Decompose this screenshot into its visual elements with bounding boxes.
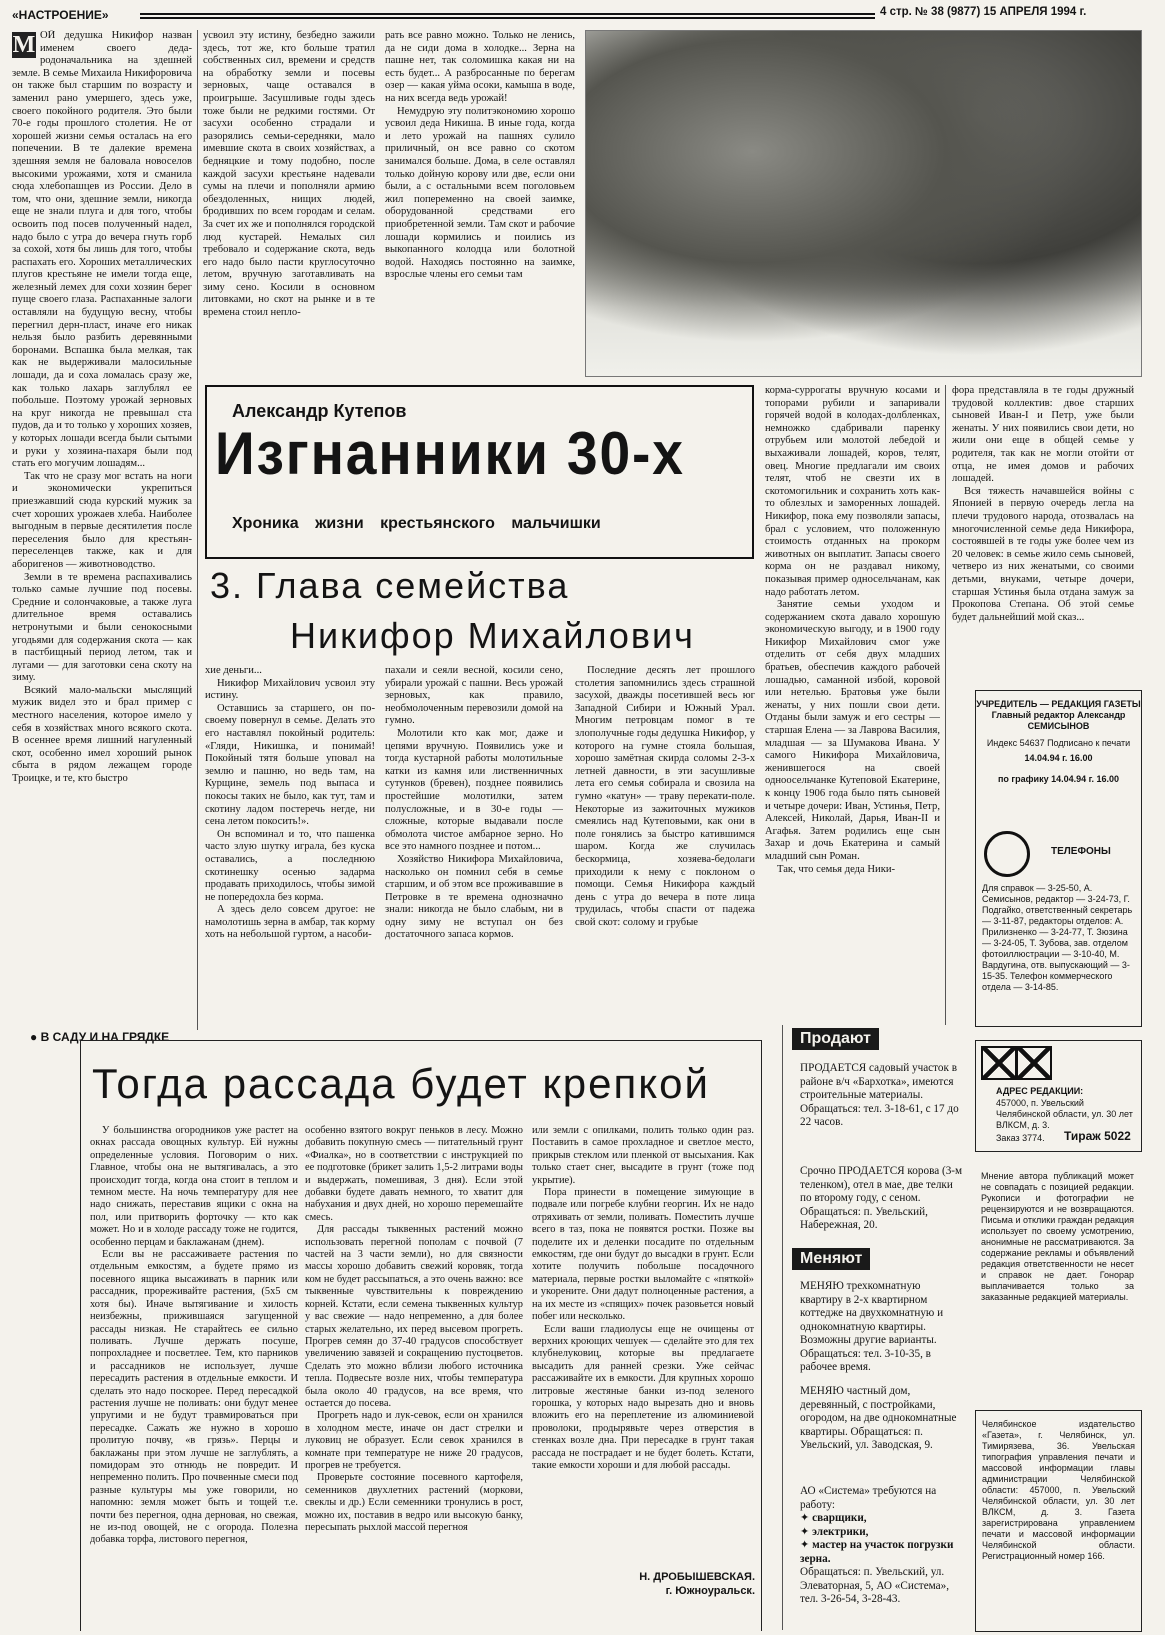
disclaimer-box <box>975 1165 1140 1405</box>
article-paragraph: Немудрую эту политэкономию хорошо усвоил деда Никиша. В иные года, когда и лето урожай на пашнях сулило приличный, он все равно со скотом занимался больше. Дома, в селе оставлял только дойную корову или две, если они были, а с остальными всем поголовьем жил попеременно на своей заимке, оборудованной средствами его приобретенной земли. Там скот и рабочие лошади кормились и поились из выкопанного колодца или болотной водой. Находясь постоянно на заимке, взрослые члены его семьи там <box>385 105 575 281</box>
column-divider <box>782 1025 783 1630</box>
garden-column-1 <box>90 1125 298 1630</box>
garden-paragraph: Прогреть надо и лук-севок, если он хранился в холодном месте, иначе он даст стрелки и луковиц не образует. Если севок хранился в комнате при температуре не ниже 20 градусов, прогрев не требуется. <box>305 1410 523 1471</box>
garden-column-3 <box>532 1125 754 1565</box>
signature-city: г. Южноуральск. <box>665 1585 755 1597</box>
article-title: Изгнанники 30-х <box>215 420 685 487</box>
article-author: Александр Кутепов <box>232 401 407 421</box>
publisher-text: Челябинское издательство «Газета», г. Челябинск, ул. Тимирязева, 36. Увельская типография управления печати и массовой информации главы администрации Челябинской области: 457000, п. Увельский Челябинской области, ул. 30 лет ВЛКСМ, д. 3. Газета зарегистрирована управлением печати и массовой информации Челябинской области. Регистрационный номер 166. <box>982 1419 1135 1561</box>
bullet-icon: ✦ <box>800 1525 813 1538</box>
ad-text: МЕНЯЮ трехкомнатную квартиру в 2-х квартирном коттедже на двухкомнатную и однокомнатную квартиры. Возможны другие варианты. <box>800 1280 944 1346</box>
phones-label: ТЕЛЕФОНЫ <box>1051 846 1111 857</box>
sell-ad-2 <box>800 1165 965 1233</box>
garden-rubric: ● В САДУ И НА ГРЯДКЕ <box>30 1030 170 1044</box>
article-text: хие деньги... <box>205 665 262 676</box>
garden-paragraph: Если ваши гладиолусы еще не очищены от верхних кроющих чешуек — сделайте это для тех клубнелуковиц, которые вы предлагаете высадить для ранней срезки. Уже сейчас рассаживайте их в емкости. Для крупных хорошо литровые жестяные банки из-под зеленого горошка, у которых надо вырезать дно и вновь вложить его на переплетение из алюминиевой проволоки, продырявьте через отверстия в стенках возле дна. При пересадке в грунт такая рассада не пострадает и не будет болеть. Кстати, такие емкости хороши и для любой рассады. <box>532 1323 754 1471</box>
article-paragraph: Вся тяжесть начавшейся войны с Японией в первую очередь легла на плечи трудового народа, отозвалась на многочисленной семье деда Никифора, состоявшей в те годы уже более чем из 20 человек: в семье жило семь сыновей, четверо из них женатыми, со своими детьми, внуками, четыре дочери, старшая Устинья была отдана замуж за Прокопова Степана. Об этой семье будет дальнейший мой сказ... <box>952 485 1134 623</box>
imprint-index: Индекс 54637 Подписано к печати <box>986 738 1131 748</box>
ad-contact: Обращаться: тел. 3-18-61, с 17 до 22 часов. <box>800 1102 959 1128</box>
imprint-box <box>975 690 1142 1027</box>
garden-paragraph: Проверьте состояние посевного картофеля, семенников двухлетних растений (моркови, свеклы и др.) Если семенники тронулись в рост, можно их, поставив в ведро или высокую банку, пересыпать рыхлой массой перегноя <box>305 1472 523 1533</box>
article-paragraph: Он вспоминал и то, что пашенка часто злую шутку играла, без куска оставались, а последнюю скотинешку осенью задарма продавать приходилось, чтобы зимой не попередохла без корма. <box>205 828 375 903</box>
section-label: «НАСТРОЕНИЕ» <box>12 8 109 22</box>
garden-text: или земли с опилками, полить только один раз. Поставить в самое прохладное и светлое место, прикрыв стеклом или пленкой от высыхания. Как только стает снег, высадите в грунт (тоже под укрытие). <box>532 1125 754 1186</box>
disclaimer-text: Мнение автора публикаций может не совпадать с позицией редакции. Рукописи и фотографии не рецензируются и не возвращаются. Письма и отклики граждан редакция использует по своему усмотрению, анонимные не рассматриваются. За содержание рекламы и объявлений редакция ответственности не несет и справок не дает. Гонорар выплачивается только за заказанные редакцией материалы. <box>981 1171 1134 1302</box>
article-paragraph: Хозяйство Никифора Михайловича, насколько он помнил себя в семье старшим, и об этом все проживавшие в Петровке в те времена однозначно знали: никогда не было слабым, ни в одну зиму не вступал он без достаточного запаса кормов. <box>385 853 563 941</box>
article-text: фора представляла в те годы дружный трудовой коллектив: двое старших сыновей Иван-I и Петр, уже были женаты. У них появились свои дети, но жили они еще в общей семье у родителя, так как не могли отойти от отца, не имея домов и рабочих лошадей. <box>952 385 1134 485</box>
signature-name: Н. ДРОБЫШЕВСКАЯ. <box>639 1571 755 1583</box>
article-text: рать все равно можно. Только не ленись, да не сиди дома в холодке... Зерна на пашне нет, так соломишка какая ни на есть будет... А разбросанные по берегам озер — какая уйма осоки, камыша в воде, на них всегда ведь урожай! <box>385 30 575 104</box>
garden-paragraph: Если вы не рассаживаете растения по отдельным емкостям, а будете прямо из посевного ящика высаживать в парник или рассадник, прореживайте растения, (5х5 см хотя бы). Иначе вытягивание и хилость неизбежны, прижившаяся загущенной рассады низкая. Не старайтесь ее сильно поливать. Лучше держать посуше, попрохладнее и посветлее. Тем, кто парников и рассадников не использует, лучше пересадить растения в отдельные емкости. И сделать это надо поскорее. Перед пересадкой растения лучше не поливать: они будут менее упругими и не будут травмироваться при пересадке. Сажать же нужно в хорошо пролитую почву, «в грязь». Перцы и баклажаны при этом лучше не заглублять, а помидорам это отнюдь не повредит. И непременно полить. Про почвенные смеси под разные культуры мы уже говорили, но напомню: земля может быть и тощей т.е. почти без перегноя, одна дерновая, но свежая, не из-под овощей, не с огорода. Полезна добавка торфа, листового перегноя, <box>90 1249 298 1546</box>
swap-ad-2 <box>800 1385 965 1453</box>
address-label: АДРЕС РЕДАКЦИИ: <box>996 1086 1084 1096</box>
article-paragraph: Всякий мало-мальски мыслящий мужик видел это и брал пример с местного населения, которое имело у себя в хозяйствах много всякого скота. В осеннее время лишний нагуленный скот, особенно имел хороший рынок сбыта в рядом лежащем городе Троицке, и те, кто быстро <box>12 684 192 785</box>
article-column-2 <box>203 30 375 380</box>
logo-icon <box>1016 1046 1052 1080</box>
article-text: ОЙ дедушка Никифор назван именем своего деда-родоначальника на здешней земле. В семье Михаила Никифоровича он также был старшим по возрасту и заменил рано умершего, здесь уже, своего покойного родителя. Это были 70-е годы прошлого столетия. Не от хорошей жизни семья осталась на его попечении. В те далекие времена здешняя земля не баловала новоселов высокими урожаями, хотя и сманила сюда хлебопашцев из России. Дело в том, что они, здешние земли, никогда еще не знали плуга и для того, чтобы освоить под посев полученный надел, надо было с утра до вечера гнуть горб за сохой, хотя бы лишь для того, чтобы распахать его. Хороших металлических плугов крестьяне не имели тогда еще, железный лемех для сохи хозяин берег пуще своего глаза. Распаханные залоги оставляли на будущую весну, чтобы перегнил дерн-пласт, иначе его никак нельзя было разбить деревянными боронами. Вспашка была мелкая, так как не выдерживали малосильные лошади, да и соха ломалась сразу же, как только лахарь заглублял ее побольше. Поэтому урожай зерновых на круг никогда не превышал ста пудов, да и то только у хороших хозяев, у которых лошади всегда были сытыми и руки у хозяина-пахаря были под стать его могучим лошадям... <box>12 30 192 470</box>
article-text: усвоил эту истину, безбедно зажили здесь, тот же, кто больше тратил собственных сил, времени и средств на обработку земли и посевы зерновых, чаще оставался в проигрыше. Засушливые годы здесь тоже были не редкими гостями. От засухи особенно страдали и разорялись семьи-середняки, мало имевшие скота в своих хозяйствах, а бедняцкие и тому подобно, после каждой засухи крестьяне надевали сумы на плечи и пополняли армию обездоленных, нищих людей, бродивших по всем городам и селам. За счет их же и пополнялся городской люд кустарей. Немалых сил требовало и содержание скота, ведь его надо было пасти круглосуточно летом, вручную заготавливать на зиму сено. Косили в основном литовками, но скот на рынке и в те времена стоил непло- <box>203 30 375 319</box>
bullet-icon: ✦ <box>800 1539 813 1551</box>
article-paragraph: Никифор Михайлович усвоил эту истину. <box>205 677 375 702</box>
job-item: ✦ электрики, <box>800 1525 869 1538</box>
article-paragraph: Последние десять лет прошлого столетия запомнились здесь страшной засухой, дважды посетившей весь юг Западной Сибири и Южный Урал. Многим петровцам помог в те злополучные годы дедушка Никифор, у которого на гумне стояла большая, хорошо замётная скирда соломы 2-3-х летней давности, в эти засушливые лета его семья собирала и свозила на гумно «катун» — траву перекати-поле. Некоторые из зажиточных мужиков смеялись над Кутеповыми, как они в поле гонялись за быстро катившимся шаром. Когда же случилась бескормица, хозяева-бедолаги приходили к нему с поклоном о помощи. Семья Никифора каждый день с утра до вечера в поте лица трудилась, чтобы спасти от падежа свой скот: солому и грубые <box>575 665 755 928</box>
swap-ad-1 <box>800 1280 965 1375</box>
sell-section-label: Продают <box>792 1028 879 1050</box>
ad-text: Срочно ПРОДАЕТСЯ корова (3-м теленком), отел в мае, две телки по второму году, с сеном. Обращаться: п. Увельский, Набережная, 20. <box>800 1165 963 1231</box>
article-column-4 <box>765 385 940 1020</box>
article-column-1 <box>12 30 192 1030</box>
article-paragraph: Оставшись за старшего, он по-своему повернул в семье. Делать это его наставлял покойный родитель: «Гляди, Никишка, и понимай! Покойный тятя больше уповал на землю и пашню, но ведь там, на Курщине, земель под выпаса и покосы таких не было, как тут, там и скотину ладом постеречь негде, ни сена летом покосить!». <box>205 702 375 828</box>
article-column-b <box>385 665 563 1030</box>
article-paragraph: Земли в те времена распахивались только самые лучшие под посевы. Средние и солончаковые, а также луга длительное время оставались нетронутыми и были сенокосными угодьями для содержания скота — как в пастбищный период летом, так и лугами — для заготовки сена скоту на зиму. <box>12 571 192 684</box>
chapter-title-line1: 3. Глава семейства <box>210 565 570 606</box>
garden-signature <box>535 1570 755 1598</box>
job-contact: Обращаться: п. Увельский, ул. Элеваторная, 5, АО «Система», тел. 3-26-54, 3-28-43. <box>800 1566 950 1605</box>
imprint-schedule: по графику 14.04.94 г. 16.00 <box>997 774 1119 784</box>
imprint-signed: 14.04.94 г. 16.00 <box>1024 753 1093 763</box>
imprint-phones: Для справок — 3-25-50, А. Семисынов, редактор — 3-24-73, Г. Подгайко, ответственный секретарь — 3-11-87, редакторы отделов: А. Прилизненко — 3-24-77, Т. Зюзина — 3-24-05, Т. Зубова, зав. отделом фотоиллюстрации — 3-10-40, М. Вардугина, отв. выпускающий — 3-15-35. Телефон коммерческого отдела — 3-14-85. <box>982 883 1133 992</box>
article-column-c <box>575 665 755 1030</box>
ad-contact: Обращаться: тел. 3-10-35, в рабочее время. <box>800 1347 931 1373</box>
landscape-photo <box>585 30 1142 377</box>
job-intro: АО «Система» требуются на работу: <box>800 1485 937 1511</box>
article-paragraph: Молотили кто как мог, даже и цепями вручную. Появились уже и тогда кустарной работы молотильные катки из камня или лиственничных сутунков (бревен), позднее появились простейшие молотилки, затем полусложные, и в 30-е годы — сложные, которые выдавали после обмолота чистое амбарное зерно. Но все это намного позднее и потом... <box>385 727 563 853</box>
garden-paragraph: У большинства огородников уже растет на окнах рассада овощных культур. Ей нужны определенные условия. Поговорим о них. Главное, чтобы она не вытягивалась, а это происходит тогда, когда она стоит в теплом и темном месте. На ночь температуру для нее надо снижать, переставив ящики с окна на пол, или притворить форточку — кто как может. Но и в холоде рассаду тоже не годится, особенно перцам и баклажанам (днем). <box>90 1125 298 1248</box>
article-paragraph: Занятие семьи уходом и содержанием скота давало хорошую экономическую выгоду, и в 1900 году Никифор Михайлович смог уже отделить от себя двух младших братьев, обеспечив каждого рабочей лошадью, саманной избой, коровой или нетелью. Братовья уже были женаты, у них пошли свои дети. Отданы были замуж и его сестры — старшая Елена — за Лаврова Василия, младшая — за Шумакова Ивана. У самого Никифора Михайловича, женившегося на своей одноосельчанке Кутеповой Екатерине, к концу 1906 года было пять сыновей и четыре дочери: Иван, Устинья, Петр, Алексей, Николай, Дарья, Иван-II и Агафья. Затем родились еще сын Захар и дочь Екатерина и самый младший сын Роман. <box>765 599 940 862</box>
drop-cap: М <box>12 32 36 58</box>
garden-title: Тогда рассада будет крепкой <box>92 1060 710 1107</box>
article-paragraph: А здесь дело совсем другое: не намолотишь зерна в амбар, так корму хоть на небольшой гуртом, а насоби- <box>205 904 375 941</box>
issue-info: 4 стр. № 38 (9877) 15 АПРЕЛЯ 1994 г. <box>880 6 1087 18</box>
article-column-5 <box>952 385 1134 685</box>
job-item: ✦ мастер на участок погрузки зерна. <box>800 1539 954 1565</box>
ad-text: МЕНЯЮ частный дом, деревянный, с постройками, огородом, на две однокомнатные квартиры. Обращаться: п. Увельский, ул. Заводская, 9. <box>800 1385 957 1451</box>
article-column-a <box>205 665 375 1030</box>
header-rule <box>140 13 875 19</box>
imprint-founder: УЧРЕДИТЕЛЬ — РЕДАКЦИЯ ГАЗЕТЫ Главный редактор Александр СЕМИСЫНОВ <box>976 699 1141 731</box>
article-title-box <box>205 385 754 559</box>
garden-paragraph: Пора принести в помещение зимующие в подвале или погребе клубни георгин. Их не надо отряхивать от земли, поливать. Поместить лучше всего в таз, пока не появятся ростки. Позже вы поделите их и деленки посадите по отдельным емкостям, где они будут до высадки в грунт. Если хотите получить побольше посадочного материала, первые ростки выломайте с «пяткой» и укорените. Они дадут полноценные растения, а на их месте из «спящих» почек разовьется новый побег или несколько. <box>532 1187 754 1323</box>
job-item: ✦ сварщики, <box>800 1512 867 1524</box>
logo-icon <box>981 1046 1017 1080</box>
article-paragraph: Так что не сразу мог встать на ноги и экономически укрепиться приезжавший сюда курский мужик за счет хороших урожаев хлеба. Наиболее выгодным в первые десятилетия после переселения было для крестьян-переселенцев также, как и для аборигенов — животноводство. <box>12 470 192 570</box>
job-ad <box>800 1485 965 1607</box>
column-divider <box>945 385 946 1025</box>
article-column-3 <box>385 30 575 380</box>
article-paragraph: Так, что семья деда Ники- <box>777 863 896 875</box>
telephone-icon <box>984 831 1030 877</box>
swap-section-label: Меняют <box>792 1248 870 1270</box>
article-text: корма-суррогаты вручную косами и топорами рубили и запаривали горячей водой в колодах-долбленках, немножко сдабривали паренку отрубьем или молотой лебедой и выхаживали лошадей, коров, телят, овец. Многие предлагали им своих телят, чтоб не свезти их в скотомогильник и сохранить хоть как-то облезлых и заморенных лошадей. Никифор, пока ему позволяли запасы, брал с условием, что положенную стоимость отданных на прокорм животных он выплатит. Запасы своего корма он не раздавал никому, показывая пример односельчанам, как надо работать летом. <box>765 385 940 598</box>
garden-paragraph: Для рассады тыквенных растений можно использовать перегной пополам с почвой (7 частей на 3 части земли), но для связности массы хорошо добавить свежий коровяк, тогда ком не будет рассыпаться, а это очень важно: все тыквенные чувствительны к повреждению корней. Кстати, если семена тыквенных культур у вас свежие — надо непременно, а для более старых желательно, их перед высевом прогреть. Прогрев семян до 37-40 градусов способствует увеличению завязей и сокращению пустоцветов. Сделать это можно вблизи любого источника тепла. Подвесьте возле них, чтобы температура была около 40 градусов, на все время, что остается до посева. <box>305 1224 523 1409</box>
address-text: 457000, п. Увельский Челябинской области, ул. 30 лет ВЛКСМ, д. 3. <box>996 1098 1133 1130</box>
article-subtitle: Хроника жизни крестьянского мальчишки <box>232 515 601 532</box>
article-text: пахали и сеяли весной, косили сено, убирали урожай с пашни. Весь урожай зерновых, как правило, необмолоченным перевозили домой на гумно. <box>385 665 563 727</box>
address-box <box>975 1040 1142 1152</box>
garden-column-2 <box>305 1125 523 1630</box>
chapter-title-line2: Никифор Михайлович <box>290 615 695 656</box>
ad-text: ПРОДАЕТСЯ садовый участок в районе в/ч «Бархотка», имеются строительные материалы. <box>800 1062 957 1101</box>
bullet-icon: ✦ <box>800 1512 813 1524</box>
publisher-box <box>975 1410 1142 1632</box>
circulation: Тираж 5022 <box>1064 1129 1131 1143</box>
sell-ad-1 <box>800 1062 965 1130</box>
column-divider <box>197 30 198 1030</box>
garden-text: особенно взятого вокруг пеньков в лесу. Можно добавить покупную смесь — питательный грунт «Фиалка», но в соответствии с инструкцией по ее подготовке (брикет залить 1,5-2 литрами воды и выдержать, помешивая, 3 дня). Если этой добавки будете давать немного, то хватит для набухания и двух дней, но хорошо перемешайте смесь. <box>305 1125 523 1223</box>
order-number: Заказ 3774. <box>996 1133 1045 1143</box>
